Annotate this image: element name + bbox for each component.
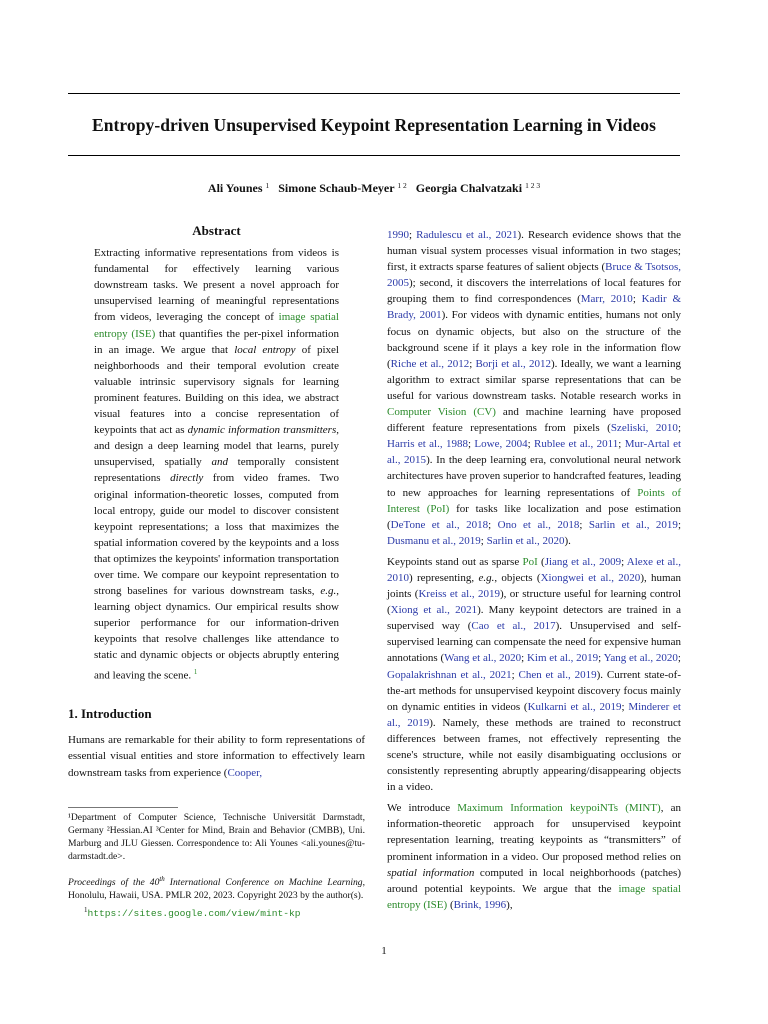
emphasis: spatial information [387,866,475,879]
author-name: Ali Younes [207,181,263,195]
left-column [68,223,365,781]
emphasis: and [211,456,228,469]
citation-link[interactable]: Borji et al., 2012 [475,357,551,370]
acronym-link[interactable]: Points of Interest (PoI) [387,486,681,515]
citation-link[interactable]: Mur-Artal et al., 2015 [387,438,682,467]
introduction-body [68,732,365,780]
citation-link[interactable]: Radulescu et al., 2021 [416,229,518,241]
citation-link[interactable]: Kreiss et al., 2019 [418,588,500,601]
citation-link[interactable]: Xiong et al., 2021 [390,604,478,617]
citation-link[interactable]: Wang et al., 2020 [444,652,522,665]
emphasis: directly [170,472,204,485]
emphasis: local entropy [234,343,296,356]
bottom-rule [68,155,680,156]
citation-link[interactable]: Lowe, 2004 [474,438,528,451]
citation-link[interactable]: Brink, 1996 [453,898,507,911]
affiliation-footnote: ¹Department of Computer Science, Technische Universität Darmstadt, Germany ²Hessian.AI ³Center for Mind, Brain and Behavior (CMBB), Uni. Marburg and JLU Giessen. Correspondence to: Ali Younes <ali.younes@tu-darmstadt.de>. [68,812,365,862]
citation-link[interactable]: Szeliski, 2010 [610,422,678,435]
paper-title: Entropy-driven Unsupervised Keypoint Representation Learning in Videos [92,115,656,135]
author-affiliation: 1 [265,181,270,190]
emphasis: e.g. [320,585,337,598]
body-paragraph: Keypoints stand out as sparse PoI (Jiang et al., 2009; Alexe et al., 2010) representing, e.g., objects (Xiongwei et al., 2020), human joints (Kreiss et al., 2019), or structure useful for learning control (Xiong et al., 2021). Many keypoint detectors are trained in a supervised way (Cao et al., 2017). Unsupervised and self-supervised learning can compensate the need for expensive human annotations (Wang et al., 2020; Kim et al., 2019; Yang et al., 2020; Gopalakrishnan et al., 2021; Chen et al., 2019). Current state-of-the-art methods for unsupervised keypoint discovery focus mainly on dynamic entities in videos (Kulkarni et al., 2019; Minderer et al., 2019). Namely, these methods are trained to reconstruct differences between frames, not effectively representing the scene's structure, while not easily disambiguating occlusions or consistently representing abruptly appearing/disappearing objects in a video. [387,555,682,794]
acronym-link[interactable]: image spatial entropy (ISE) [387,882,681,911]
footnotes [68,811,365,930]
top-rule [68,93,680,94]
citation-link[interactable]: Jiang et al., 2009 [544,555,622,568]
acronym-link[interactable]: image spatial entropy (ISE) [94,311,339,340]
project-link[interactable]: https://sites.google.com/view/mint-kp [87,908,301,920]
citation-link[interactable]: Xiongwei et al., 2020 [540,571,641,584]
right-column [387,227,681,913]
citation-link[interactable]: DeTone et al., 2018 [390,518,489,531]
citation-link[interactable]: Minderer et al., 2019 [387,700,681,729]
introduction-heading: 1. Introduction [68,706,152,722]
introduction-paragraph: Humans are remarkable for their ability to form representations of essential visual entities and store information to effectively learn downstream tasks from experience (Cooper, [68,734,365,779]
author-affiliation: 1 2 [397,181,407,190]
author-affiliation: 1 2 3 [525,181,541,190]
citation-link[interactable]: Harris et al., 1988 [387,438,468,451]
citation-link[interactable]: Gopalakrishnan et al., 2021 [387,668,512,681]
citation-link[interactable]: Chen et al., 2019 [518,668,597,681]
citation-link[interactable]: Rublee et al., 2011 [534,438,619,451]
abstract-body [68,245,365,683]
citation-link[interactable]: 1990 [387,229,409,241]
author-name: Simone Schaub-Meyer [278,181,395,195]
citation-link[interactable]: Kulkarni et al., 2019 [527,700,622,713]
acronym-link[interactable]: PoI [522,555,538,568]
link-footnote: $^1$https://sites.google.com/view/mint-kp [84,906,301,920]
body-paragraph: We introduce Maximum Information keypoiNTs (MINT), an information-theoretic approach for unsupervised keypoint representation learning, treating keypoints as “transmitters” of prominent information in a video. Our proposed method relies on spatial information computed in local neighborhoods (patches) around potential keypoints. We argue that the image spatial entropy (ISE) (Brink, 1996), [387,802,681,911]
citation-link[interactable]: Sarlin et al., 2020 [486,534,565,547]
citation-link[interactable]: Marr, 2010 [580,293,633,306]
acronym-link[interactable]: Maximum Information keypoiNTs (MINT) [457,802,661,815]
emphasis: dynamic information transmitters [187,424,337,437]
citation-link[interactable]: Yang et al., 2020 [603,652,678,665]
citation-link[interactable]: Cao et al., 2017 [471,620,556,633]
citation-link[interactable]: Sarlin et al., 2019 [588,518,678,531]
citation-link[interactable]: Kim et al., 2019 [526,652,599,665]
author-list [68,181,680,196]
citation-link[interactable]: Bruce & Tsotsos, 2005 [387,261,681,290]
abstract-paragraph: Extracting informative representations from videos is fundamental for effectively learning various downstream tasks. We present a novel approach for unsupervised learning of meaningful representations from videos, leveraging the concept of image spatial entropy (ISE) that quantifies the per-pixel information in an image. We argue that local entropy of pixel neighborhoods and their temporal evolution create valuable intrinsic supervisory signals for learning prominent features. Building on this idea, we abstract visual features into a concise representation of keypoints that act as dynamic information transmitters, and design a deep learning model that learns, purely unsupervised, spatially and temporally consistent representations directly from video frames. Two original information-theoretic losses, computed from local entropy, guide our model to discover consistent keypoint representations; a loss that maximizes the spatial information covered by the keypoints and a loss that optimizes the keypoints' information transportation over time. We compare our keypoint representation to strong baselines for various downstream tasks, e.g., learning object dynamics. Our empirical results show superior performance for our information-driven keypoints that resolve challenges like attendance to static and dynamic objects or objects abruptly entering and leaving the scene. $^1$ [94,247,339,682]
citation-link[interactable]: Alexe et al., 2010 [387,555,681,584]
page-number: 1 [381,945,387,957]
proceedings-footnote: Proceedings of the 40th International Conference on Machine Learning, Honolulu, Hawaii, USA. PMLR 202, 2023. Copyright 2023 by the author(s). [68,875,366,902]
citation-link[interactable]: Riche et al., 2012 [390,357,470,370]
author-name: Georgia Chalvatzaki [415,181,523,195]
emphasis: e.g. [478,571,495,584]
footnote-separator [68,807,178,808]
body-paragraph: 1990; Radulescu et al., 2021). Research evidence shows that the human visual system processes visual information in two stages; first, it extracts sparse features of salient objects (Bruce & Tsotsos, 2005); second, it discovers the interrelations of local features for grouping them to find correspondences (Marr, 2010; Kadir & Brady, 2001). For videos with dynamic entities, humans not only focus on dynamic objects, but also on the structure of the background scene if it plays a key role in the information flow (Riche et al., 2012; Borji et al., 2012). Ideally, we want a learning algorithm to extract similar sparse representations that can be useful for various downstream tasks. Notable research works in Computer Vision (CV) and machine learning have proposed different feature representations from pixels (Szeliski, 2010; Harris et al., 1988; Lowe, 2004; Rublee et al., 2011; Mur-Artal et al., 2015). In the deep learning era, convolutional neural network architectures have proven superior to handcrafted features, leading to new approaches for learning representations of Points of Interest (PoI) for tasks like localization and pose estimation (DeTone et al., 2018; Ono et al., 2018; Sarlin et al., 2019; Dusmanu et al., 2019; Sarlin et al., 2020). [387,229,682,547]
citation-link[interactable]: Dusmanu et al., 2019 [387,534,481,547]
citation-link[interactable]: Kadir & Brady, 2001 [387,293,681,322]
footnote-marker[interactable]: 1 [193,667,198,676]
abstract-heading: Abstract [192,223,241,238]
acronym-link[interactable]: Computer Vision (CV) [387,406,496,419]
citation-link[interactable]: Ono et al., 2018 [497,518,580,531]
citation-link[interactable]: Cooper, [227,766,263,779]
